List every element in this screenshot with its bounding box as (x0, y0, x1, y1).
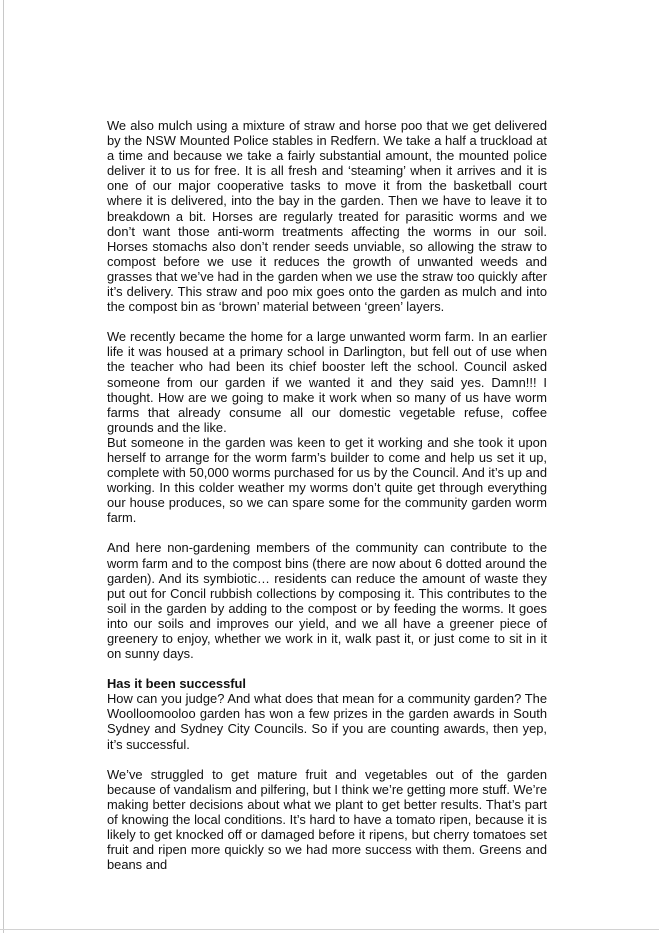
scan-left-edge (3, 0, 4, 933)
paragraph-worm-farm-setup: But someone in the garden was keen to get it working and she took it upon herself to arrange for the worm farm’s builder to come and help us set it up, complete with 50,000 worms purchased for us by the Council. And it’s up and working. In this colder weather my worms don’t quite get through everything our house produces, so we can spare some for the community garden worm farm. (107, 434, 547, 526)
paragraph-fruit-vegetables: We’ve struggled to get mature fruit and vegetables out of the garden because of vandalism and pilfering, but I think we’re getting more stuff. We’re making better decisions about what we plant to get better results. That’s part of knowing the local conditions. It’s hard to have a tomato ripen, because it is likely to get knocked off or damaged before it ripens, but cherry tomatoes set fruit and ripen more quickly so we had more success with them. Greens and beans and (107, 766, 547, 873)
scan-bottom-edge (0, 929, 659, 930)
section-heading: Has it been successful (107, 676, 246, 692)
document-page (107, 118, 547, 887)
paragraph-worm-farm-intro: We recently became the home for a large unwanted worm farm. In an earlier life it was housed at a primary school in Darlington, but fell out of use when the teacher who had been its chief booster left the school. Council asked someone from our garden if we wanted it and they said yes. Damn!!! I thought. How are we going to make it work when so many of us have worm farms that already consume all our domestic vegetable refuse, coffee grounds and the like. (107, 329, 547, 435)
paragraph-community-contribution: And here non-gardening members of the community can contribute to the worm farm and to the compost bins (there are now about 6 dotted around the garden). And its symbiotic… residents can reduce the amount of waste they put out for Concil rubbish collections by composing it. This contributes to the soil in the garden by adding to the compost or by feeding the worms. It goes into our soils and improves our yield, and we all have a greener piece of greenery to enjoy, whether we work in it, walk past it, or just come to sit in it on sunny days. (107, 540, 547, 662)
paragraph-judging-success: How can you judge? And what does that mean for a community garden? The Woolloomooloo garden has won a few prizes in the garden awards in South Sydney and Sydney City Councils. So if you are counting awards, then yep, it’s successful. (107, 691, 547, 752)
paragraph-mulch: We also mulch using a mixture of straw and horse poo that we get delivered by the NSW Mounted Police stables in Redfern. We take a half a truckload at a time and because we take a fairly substantial amount, the mounted police deliver it to us for free. It is all fresh and ‘steaming’ when it arrives and it is one of our major cooperative tasks to move it from the basketball court where it is delivered, into the bay in the garden. Then we have to leave it to breakdown a bit. Horses are regularly treated for parasitic worms and we don’t want those anti-worm treatments affecting the worms in our soil. Horses stomachs also don’t render seeds unviable, so allowing the straw to compost before we use it reduces the growth of unwanted weeds and grasses that we’ve had in the garden when we use the straw too quickly after it’s delivery. This straw and poo mix goes onto the garden as mulch and into the compost bin as ‘brown’ material between ‘green’ layers. (107, 118, 547, 315)
